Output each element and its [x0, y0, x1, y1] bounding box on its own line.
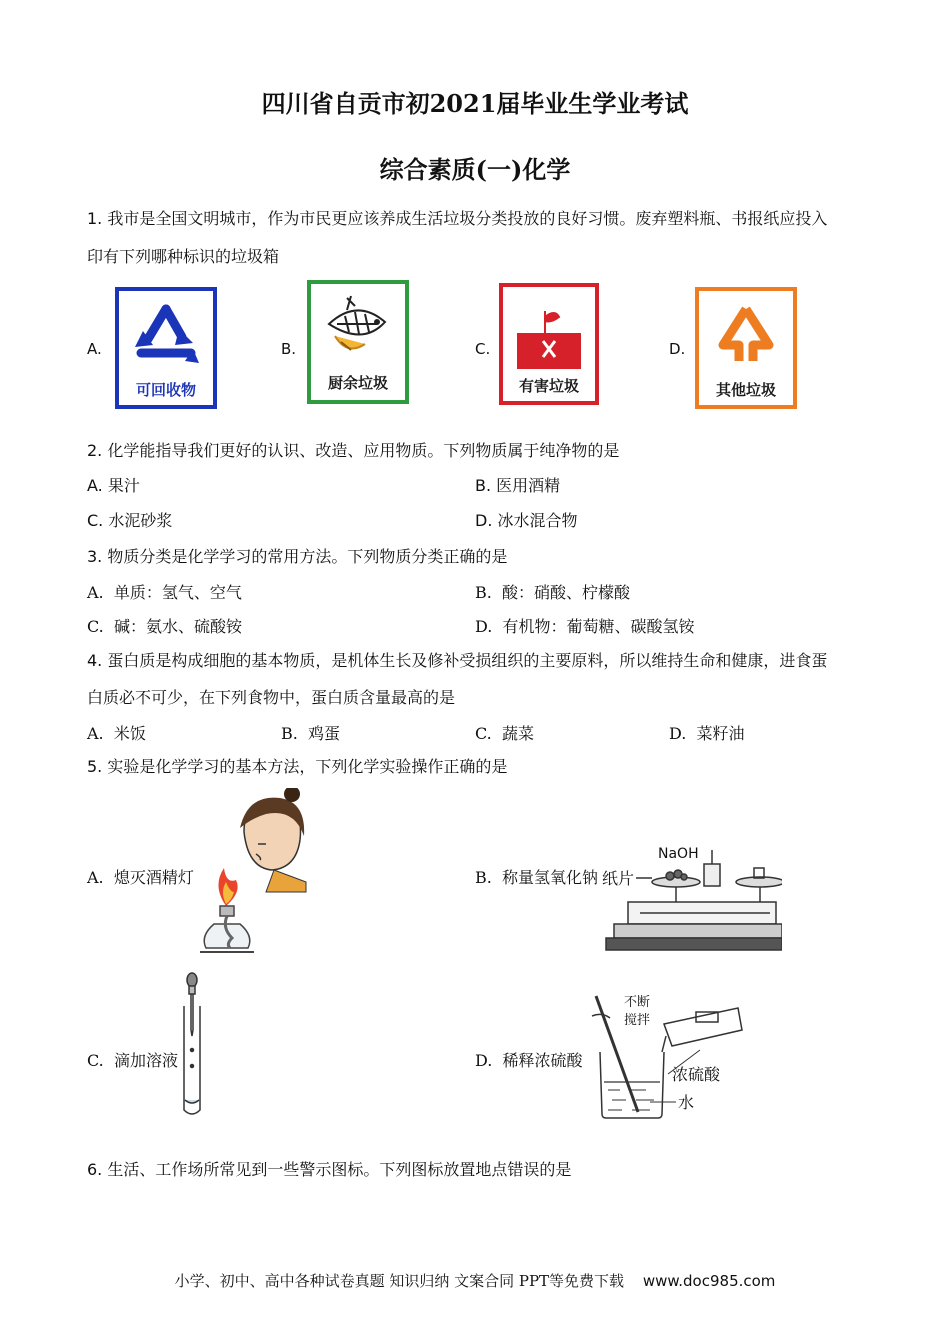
option-c-label: C. [475, 340, 491, 358]
question-1 [87, 206, 827, 229]
question-4-continued: 白质必不可少，在下列食物中，蛋白质含量最高的是 [87, 688, 456, 707]
person-icon [240, 788, 306, 892]
option-a: A. 单质：氢气、空气 [87, 583, 242, 602]
dropper-icon [184, 973, 200, 1114]
option-b: B. 酸：硝酸、柠檬酸 [475, 583, 631, 602]
option-c: C. 水泥砂浆 [87, 511, 173, 530]
hazardous-waste-sign [499, 283, 599, 409]
question-number: 4. [87, 651, 103, 670]
question-text: 物质分类是化学学习的常用方法。下列物质分类正确的是 [107, 547, 508, 566]
option-d: D. 有机物：葡萄糖、碳酸氢铵 [475, 617, 695, 636]
sign-label: 有害垃圾 [518, 377, 580, 395]
footer-text: 小学、初中、高中各种试卷真题 知识归纳 文案合同 PPT等免费下载 [174, 1272, 625, 1290]
question-number: 1. [87, 209, 103, 228]
recycle-bin-sign [115, 287, 217, 413]
option-a-label: A. [87, 340, 102, 358]
sign-label: 其他垃圾 [715, 381, 777, 399]
option-d: D. 冰水混合物 [475, 511, 578, 530]
footer [0, 1270, 950, 1291]
naoh-label: NaOH [658, 846, 699, 862]
beaker-icon [592, 996, 742, 1118]
kitchen-waste-sign [307, 280, 409, 408]
question-text: 生活、工作场所常见到一些警示图标。下列图标放置地点错误的是 [107, 1160, 572, 1179]
option-c: C. 碱：氨水、硫酸铵 [87, 617, 242, 636]
question-number: 5. [87, 757, 103, 776]
question-4 [87, 648, 827, 671]
flame-icon [218, 868, 237, 906]
question-number: 6. [87, 1160, 103, 1179]
balance-icon [606, 850, 782, 950]
sign-label: 厨余垃圾 [327, 374, 389, 392]
water-label: 水 [678, 1093, 695, 1112]
option-b-label: B. [281, 340, 297, 358]
question-text: 实验是化学学习的基本方法，下列化学实验操作正确的是 [107, 757, 508, 776]
question-text: 我市是全国文明城市，作为市民更应该养成生活垃圾分类投放的良好习惯。废弃塑料瓶、书报纸应投入 [107, 209, 828, 228]
stir-label-1: 不断 [624, 995, 651, 1010]
option-c: C. 蔬菜 [475, 724, 534, 743]
question-number: 3. [87, 547, 103, 566]
option-b: B. 称量氢氧化钠 [475, 868, 599, 887]
question-number: 2. [87, 441, 103, 460]
page-subtitle: 综合素质(一)化学 [379, 155, 571, 184]
question-1-continued: 印有下列哪种标识的垃圾箱 [87, 247, 280, 266]
question-2 [87, 438, 619, 461]
lamp-icon [200, 906, 254, 952]
question-3 [87, 544, 507, 567]
option-d: D. 稀释浓硫酸 [475, 1051, 583, 1070]
option-a: A. 熄灭酒精灯 [87, 868, 194, 887]
page-title: 四川省自贡市初2021届毕业生学业考试 [261, 89, 689, 118]
option-d: D. 菜籽油 [669, 724, 745, 743]
option-b: B. 医用酒精 [475, 476, 561, 495]
other-waste-sign [695, 287, 797, 413]
question-6 [87, 1157, 571, 1180]
footer-url[interactable]: www.doc985.com [642, 1272, 776, 1290]
option-c: C. 滴加溶液 [87, 1051, 178, 1070]
balance-illustration [600, 842, 782, 958]
acid-label: 浓硫酸 [672, 1065, 721, 1084]
paper-label: 纸片 [602, 869, 635, 888]
option-b: B. 鸡蛋 [281, 724, 341, 743]
option-a: A. 米饭 [87, 724, 146, 743]
stir-label-2: 搅拌 [624, 1013, 651, 1028]
alcohol-lamp-illustration [196, 788, 311, 960]
dropper-illustration [180, 970, 206, 1124]
sign-label: 可回收物 [135, 381, 197, 399]
question-text: 蛋白质是构成细胞的基本物质，是机体生长及修补受损组织的主要原料，所以维持生命和健康，进食蛋 [107, 651, 828, 670]
question-5 [87, 754, 507, 777]
dilution-illustration [590, 990, 750, 1126]
question-text: 化学能指导我们更好的认识、改造、应用物质。下列物质属于纯净物的是 [107, 441, 620, 460]
option-a: A. 果汁 [87, 476, 140, 495]
option-d-label: D. [669, 340, 686, 358]
